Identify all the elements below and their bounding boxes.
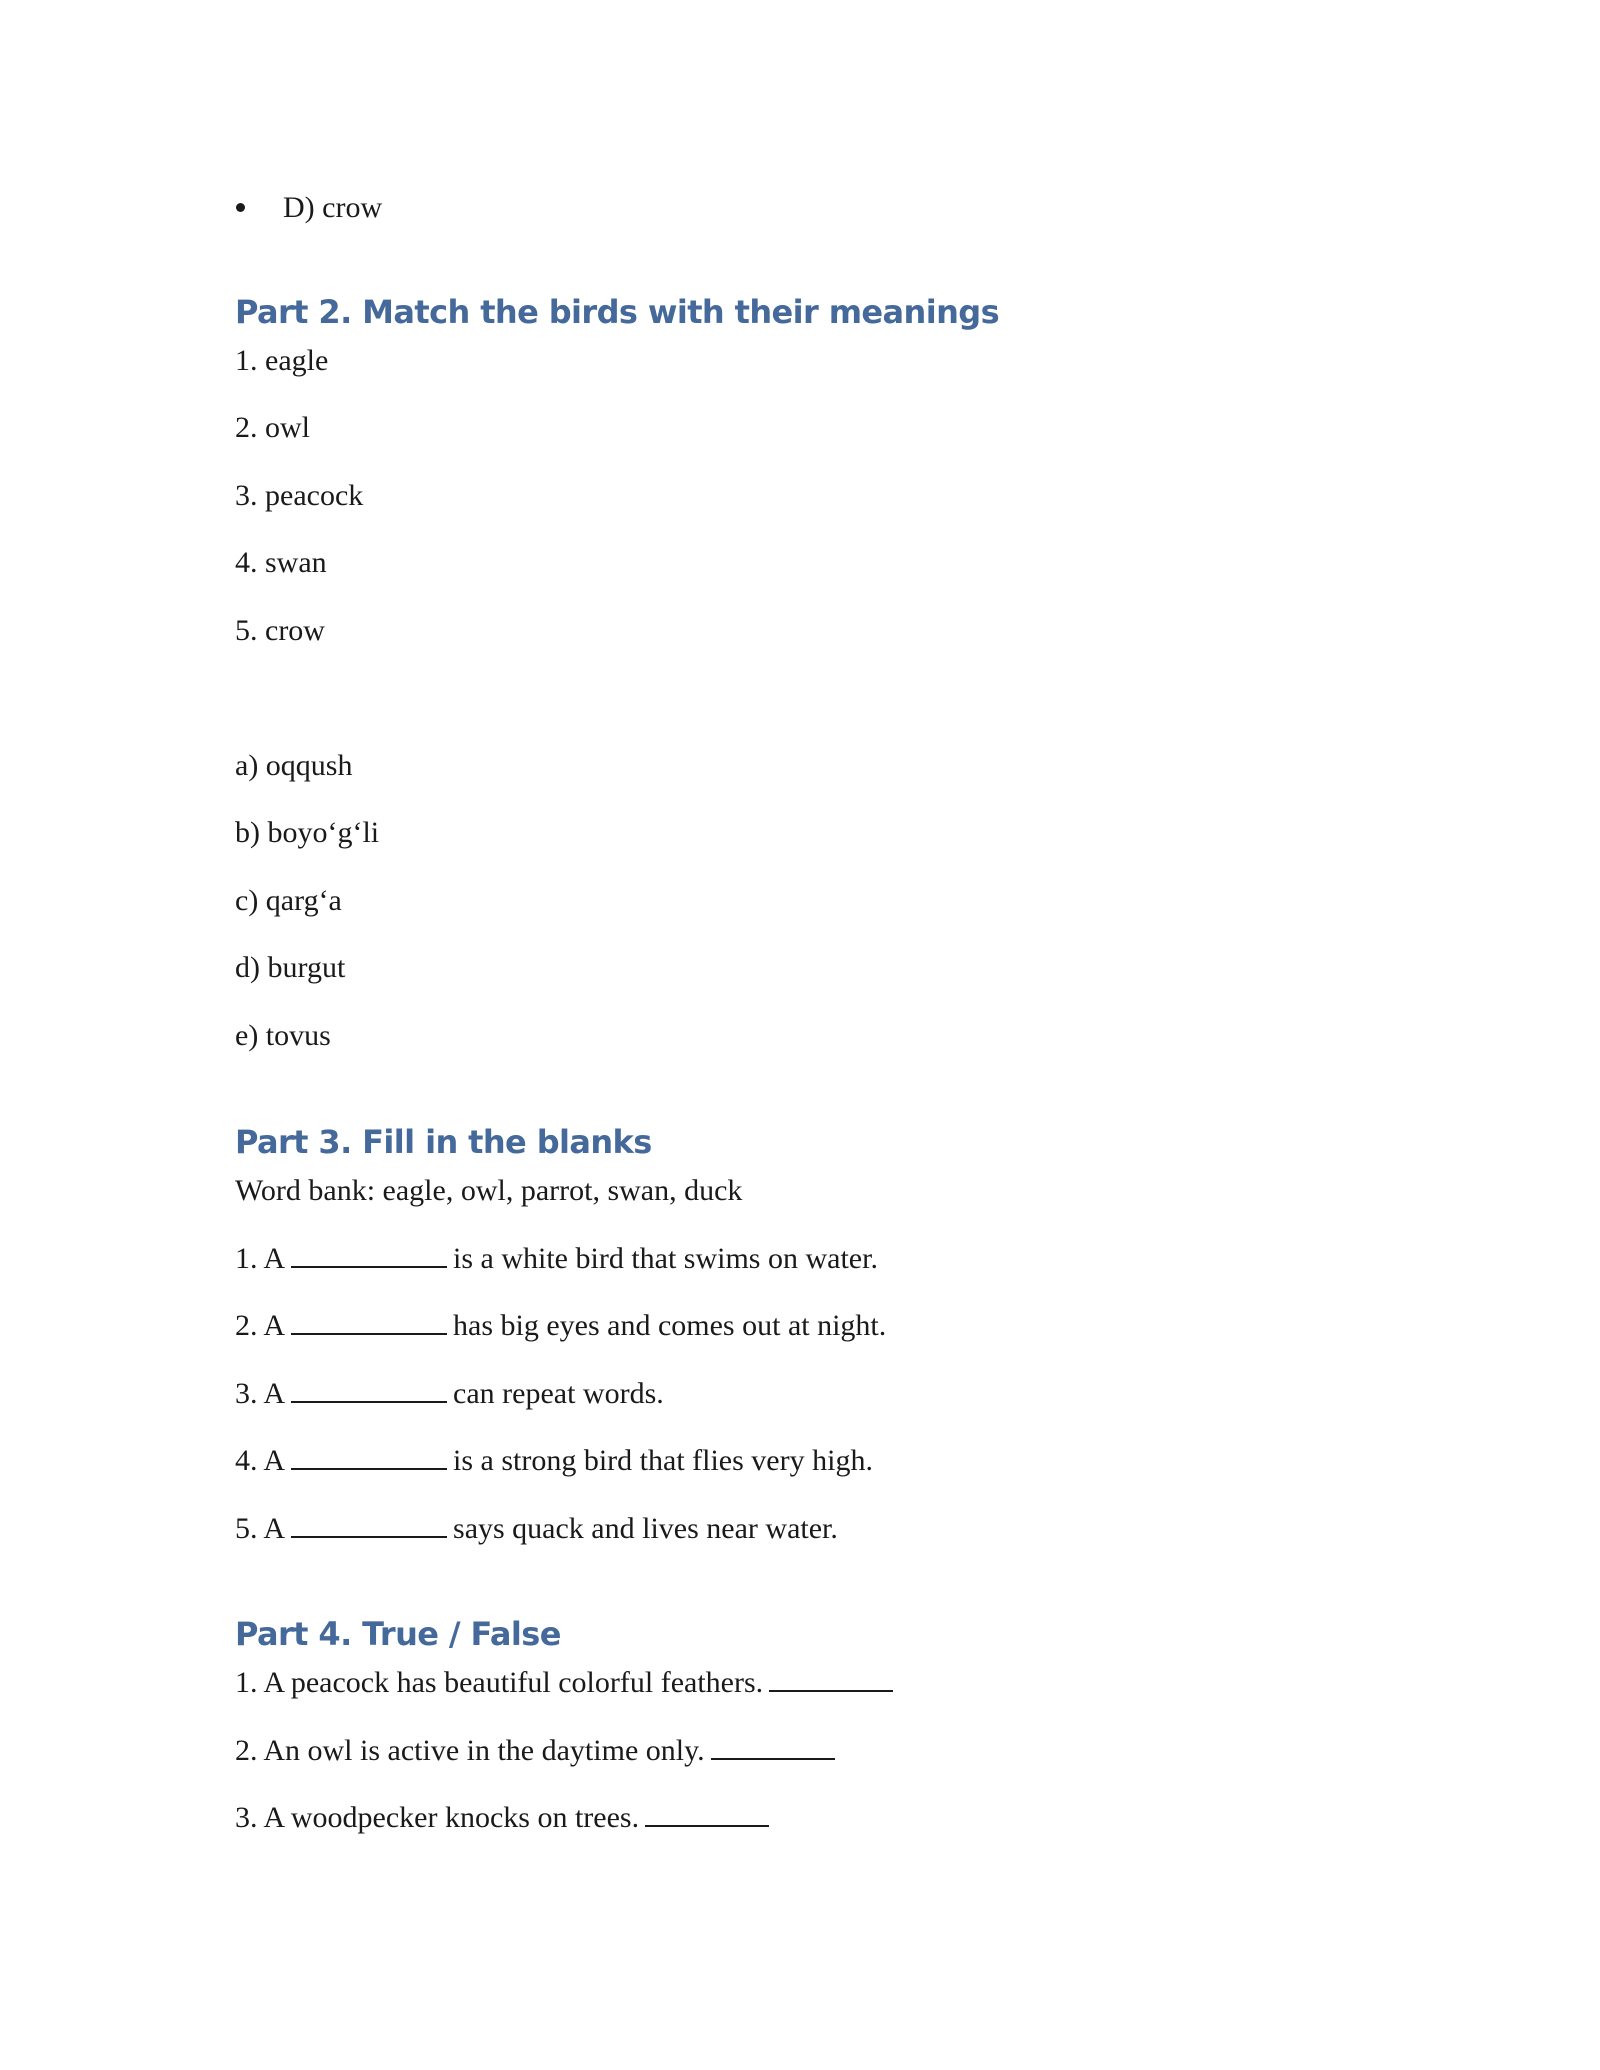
bullet-icon: [236, 203, 245, 212]
meaning-item-c: c) qarg‘a: [235, 884, 342, 917]
fill-blank-item-1: [235, 1239, 878, 1279]
fill-blank-item-3: [235, 1374, 664, 1414]
answer-option-text: D) crow: [283, 191, 383, 224]
true-false-item-3: [235, 1798, 775, 1838]
fill-blank-item-5: [235, 1509, 838, 1549]
bird-item-4: 4. swan: [235, 546, 327, 579]
word-bank: Word bank: eagle, owl, parrot, swan, duck: [235, 1174, 743, 1207]
fill-blank-item-2: [235, 1306, 886, 1346]
fill-blank-prefix: 1. A: [235, 1242, 286, 1275]
fill-blank-suffix: can repeat words.: [453, 1377, 664, 1410]
answer-blank[interactable]: [645, 1801, 769, 1827]
answer-option-d: [235, 188, 382, 228]
statement-text: 1. A peacock has beautiful colorful feathers.: [235, 1666, 764, 1699]
part2-heading: Part 2. Match the birds with their meanings: [235, 293, 1000, 331]
part4-heading: Part 4. True / False: [235, 1615, 561, 1653]
statement-text: 2. An owl is active in the daytime only.: [235, 1734, 705, 1767]
fill-blank-suffix: is a white bird that swims on water.: [453, 1242, 878, 1275]
fill-blank-prefix: 5. A: [235, 1512, 286, 1545]
answer-blank[interactable]: [291, 1242, 447, 1268]
fill-blank-prefix: 2. A: [235, 1309, 286, 1342]
answer-blank[interactable]: [291, 1309, 447, 1335]
bird-item-5: 5. crow: [235, 614, 325, 647]
fill-blank-item-4: [235, 1441, 873, 1481]
meaning-item-d: d) burgut: [235, 951, 346, 984]
true-false-item-2: [235, 1731, 841, 1771]
bird-item-1: 1. eagle: [235, 344, 329, 377]
fill-blank-suffix: is a strong bird that flies very high.: [453, 1444, 873, 1477]
answer-blank[interactable]: [291, 1377, 447, 1403]
fill-blank-suffix: has big eyes and comes out at night.: [453, 1309, 887, 1342]
fill-blank-suffix: says quack and lives near water.: [453, 1512, 838, 1545]
answer-blank[interactable]: [291, 1444, 447, 1470]
answer-blank[interactable]: [291, 1512, 447, 1538]
answer-blank[interactable]: [711, 1734, 835, 1760]
fill-blank-prefix: 3. A: [235, 1377, 286, 1410]
meaning-item-b: b) boyo‘g‘li: [235, 816, 380, 849]
fill-blank-prefix: 4. A: [235, 1444, 286, 1477]
meaning-item-a: a) oqqush: [235, 749, 353, 782]
part3-heading: Part 3. Fill in the blanks: [235, 1123, 652, 1161]
statement-text: 3. A woodpecker knocks on trees.: [235, 1801, 640, 1834]
bird-item-2: 2. owl: [235, 411, 310, 444]
bird-item-3: 3. peacock: [235, 479, 364, 512]
true-false-item-1: [235, 1663, 899, 1703]
meaning-item-e: e) tovus: [235, 1019, 331, 1052]
answer-blank[interactable]: [769, 1666, 893, 1692]
